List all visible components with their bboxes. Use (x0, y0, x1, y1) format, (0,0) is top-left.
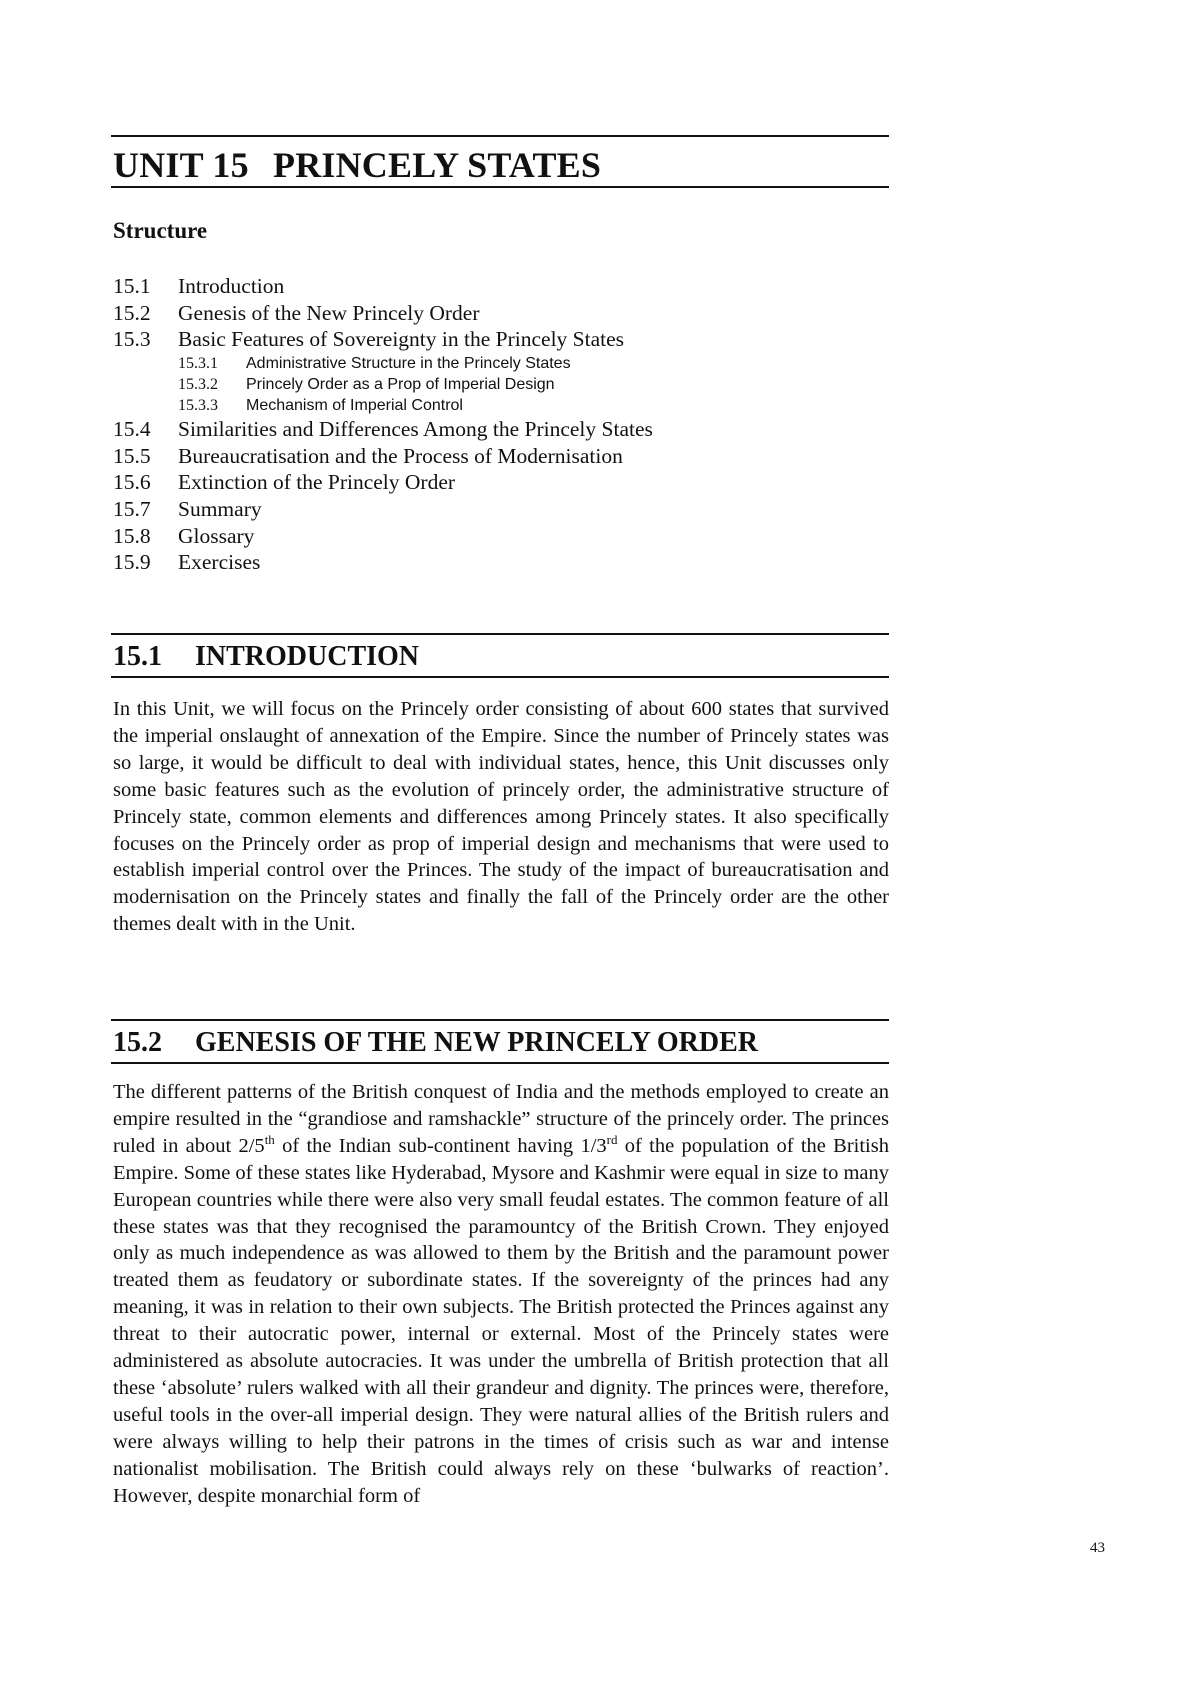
toc-item (113, 443, 873, 470)
toc-number: 15.6 (113, 470, 151, 495)
paragraph-text: of the Indian sub-continent having 1/3 (274, 1134, 607, 1157)
title-top-rule (111, 135, 889, 137)
section-1-heading (113, 640, 419, 674)
toc-label: Bureaucratisation and the Process of Modernisation (178, 443, 623, 468)
toc-sub-number: 15.3.1 (178, 354, 218, 372)
toc-sub-label: Administrative Structure in the Princely States (246, 354, 571, 372)
toc-subitem (113, 395, 873, 416)
toc-sub-label: Princely Order as a Prop of Imperial Design (246, 375, 555, 393)
toc-number: 15.3 (113, 327, 151, 352)
toc-item (113, 416, 873, 443)
page-number: 43 (1090, 1540, 1105, 1556)
toc-label: Exercises (178, 550, 261, 575)
section-1-top-rule (111, 633, 889, 635)
superscript: rd (606, 1131, 618, 1147)
toc-item (113, 496, 873, 523)
toc-number: 15.8 (113, 523, 151, 548)
toc-number: 15.5 (113, 443, 151, 468)
title-bottom-rule (111, 186, 889, 188)
paragraph-text: of the population of the British Empire. Some of these states like Hyderabad, Mysore and Kashmir were equal in size to many European countries while there were also very small feudal estates. The common feature of all these states was that they recognised the paramountcy of the British Crown. They enjoyed only as much independence as was allowed to them by the British and the paramount power treated them as feudatory or subordinate states. If the sovereignty of the princes had any meaning, it was in relation to their own subjects. The British protected the Princes against any threat to their autocratic power, internal or external. Most of the Princely states were administered as absolute autocracies. It was under the umbrella of British protection that all these ‘absolute’ rulers walked with all their grandeur and dignity. The princes were, therefore, useful tools in the over-all imperial design. They were natural allies of the British rulers and were always willing to help their patrons in the times of crisis such as war and intense nationalist mobilisation. The British could always rely on these ‘bulwarks of reaction’. However, despite monarchial form of (113, 1134, 889, 1507)
toc-number: 15.4 (113, 416, 151, 441)
unit-number: UNIT 15 (113, 145, 249, 185)
toc-number: 15.7 (113, 496, 151, 521)
toc-label: Genesis of the New Princely Order (178, 300, 480, 325)
toc-sub-number: 15.3.2 (178, 375, 218, 393)
toc-item (113, 523, 873, 550)
section-1-title: INTRODUCTION (195, 641, 420, 672)
paragraph-text: The different patterns of the British conquest of India and the methods employed to create an empire resulted in the “grandiose and ramshackle” structure of the princely order. The princes ruled in about 2/5 (113, 1081, 889, 1157)
toc-number: 15.2 (113, 300, 151, 325)
section-2-title: GENESIS OF THE NEW PRINCELY ORDER (195, 1027, 758, 1058)
section-1-number: 15.1 (113, 641, 162, 672)
superscript: th (264, 1131, 275, 1147)
toc-label: Similarities and Differences Among the Princely States (178, 416, 653, 441)
section-1-paragraph: In this Unit, we will focus on the Princely order consisting of about 600 states that survived the imperial onslaught of annexation of the Empire. Since the number of Princely states was so large, it would be difficult to deal with individual states, hence, this Unit discusses only some basic features such as the evolution of princely order, the administrative structure of Princely state, common elements and differences among Princely states. It also specifically focuses on the Princely order as prop of imperial design and mechanisms that were used to establish imperial control over the Princes. The study of the impact of bureaucratisation and modernisation on the Princely states and finally the fall of the Princely order are the other themes dealt with in the Unit. (113, 698, 889, 936)
toc-item (113, 273, 873, 300)
toc-item (113, 326, 873, 353)
toc-number: 15.9 (113, 550, 151, 575)
toc-sub-label: Mechanism of Imperial Control (246, 396, 463, 414)
section-2-heading (113, 1026, 758, 1060)
section-2-top-rule (111, 1019, 889, 1021)
unit-title (113, 143, 601, 187)
section-1-bottom-rule (111, 676, 889, 678)
toc-label: Glossary (178, 523, 255, 548)
section-2-number: 15.2 (113, 1027, 162, 1058)
toc-item (113, 550, 873, 577)
toc-label: Basic Features of Sovereignty in the Princely States (178, 327, 625, 352)
toc-label: Introduction (178, 273, 285, 298)
toc-number: 15.1 (113, 273, 151, 298)
toc-sub-number: 15.3.3 (178, 396, 218, 414)
table-of-contents (113, 273, 873, 576)
toc-subitem (113, 353, 873, 374)
section-2-bottom-rule (111, 1062, 889, 1064)
unit-name: PRINCELY STATES (273, 145, 602, 185)
toc-subitem (113, 374, 873, 395)
section-2-paragraph (113, 1079, 889, 1510)
toc-label: Extinction of the Princely Order (178, 470, 456, 495)
toc-item (113, 469, 873, 496)
structure-heading: Structure (113, 218, 208, 243)
toc-item (113, 300, 873, 327)
toc-label: Summary (178, 496, 262, 521)
